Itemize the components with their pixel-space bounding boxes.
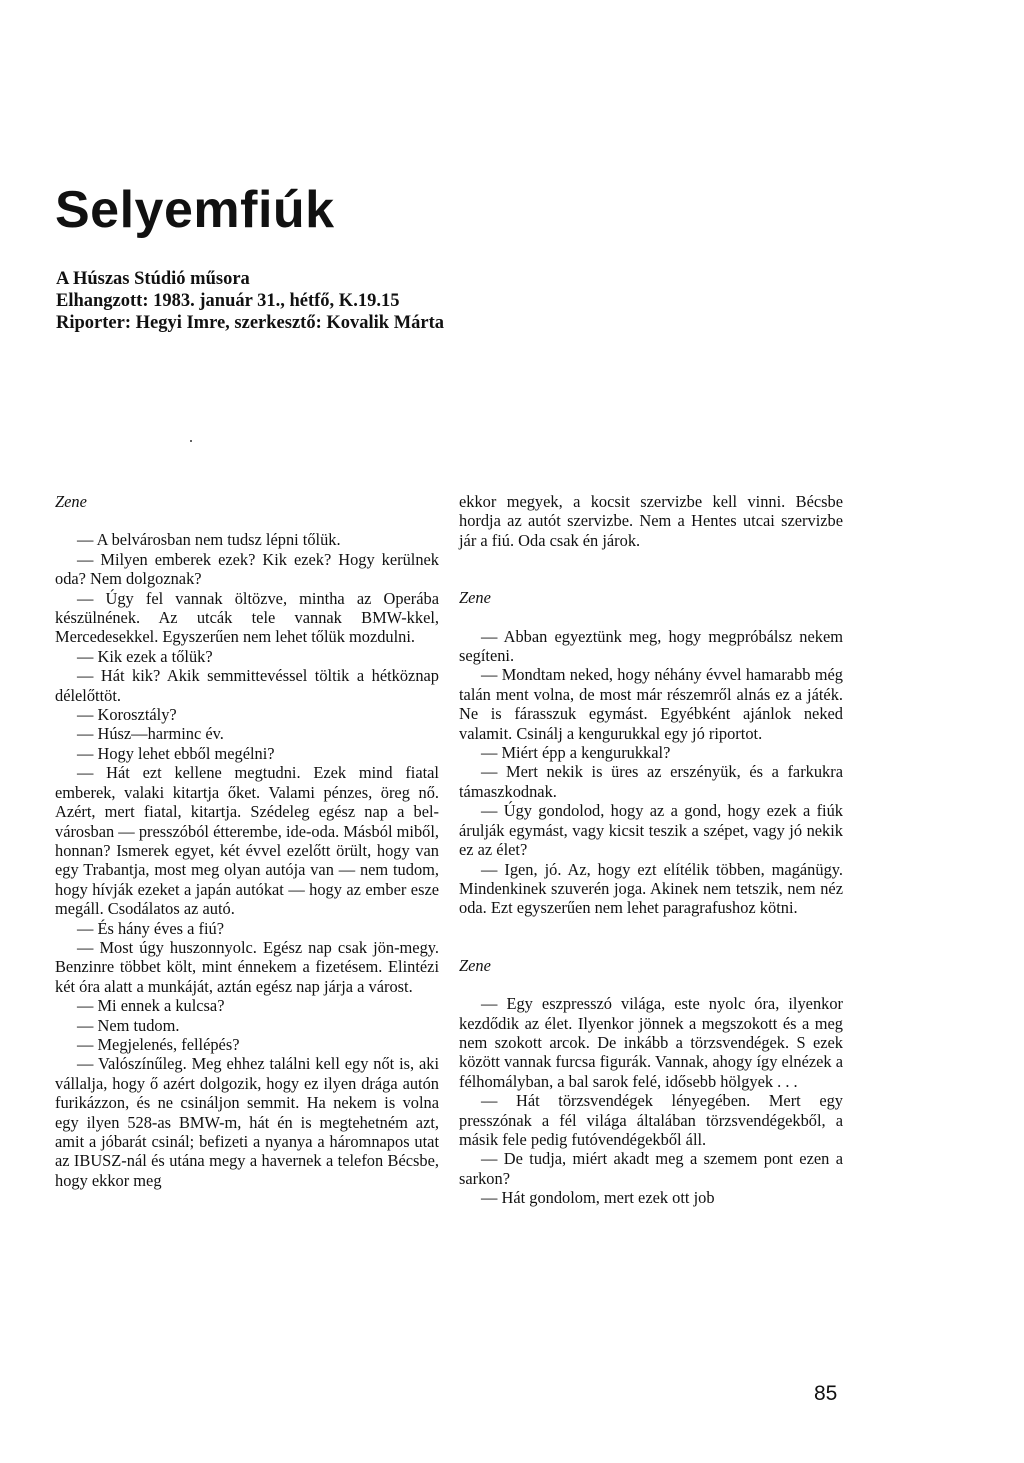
- dialogue-paragraph: — És hány éves a fiú?: [77, 918, 225, 938]
- continued-paragraph: ekkor megyek, a kocsit szervizbe kell vinni. Bécsbe hordja az autót szervizbe. Nem a Hentes utcai szervizbe jár a fiú. Oda csak én járok.: [459, 492, 843, 550]
- dialogue-paragraph: — Miért épp a kengurukkal?: [481, 743, 671, 763]
- left-column: [55, 492, 439, 1190]
- dialogue-paragraph: — A belvárosban nem tudsz lépni tőlük.: [77, 530, 341, 550]
- dialogue-paragraph: — Mert nekik is üres az erszényük, és a farkukra támaszkodnak.: [459, 762, 843, 801]
- music-cue: Zene: [459, 588, 491, 608]
- music-cue: Zene: [459, 955, 491, 975]
- dialogue-paragraph: — Hát törzsvendégek lényegében. Mert egy presszónak a fél világa általában törzsvendégekből, a másik fele pedig futóvendégekből áll.: [459, 1091, 843, 1149]
- dialogue-paragraph: — Úgy gondolod, hogy az a gond, hogy ezek a fiúk árulják egymást, vagy kicsit teszik a szépet, vagy jó nekik ez az élet?: [459, 801, 843, 860]
- dialogue-paragraph: — Korosztály?: [77, 705, 177, 725]
- dialogue-paragraph: — Mondtam neked, hogy néhány évvel hamarabb még talán ment volna, de most már részemről alnás ez a játék. Ne is fárasszuk egymást. Egyébként ajánlok neked valamit. Csinálj a kengurukkal egy jó riportot.: [459, 665, 843, 743]
- dialogue-paragraph: — Kik ezek a tőlük?: [77, 646, 213, 666]
- dialogue-paragraph: — De tudja, miért akadt meg a szemem pont ezen a sarkon?: [459, 1149, 843, 1188]
- dialogue-paragraph: — Hát ezt kellene megtudni. Ezek mind fiatal emberek, valaki kitartja őket. Valami pénzes, öreg nő. Azért, mert fiatal, kitartja. Szédeleg egész nap a belvárosban — presszóból étterembe, ide-oda. Másból miből, honnan? Ismerek egyet, két évvel ezelőtt örült, hogy van egy Trabantja, most meg olyan autója van — nem tudom, hogy hívják ezeket a japán autókat — hogy az ember esze megáll. Csodálatos az autó.: [55, 763, 439, 919]
- dialogue-paragraph: — Úgy fel vannak öltözve, mintha az Operába készülnének. Az utcák tele vannak BMW-kkel, Mercedesekkel. Egyszerűen nem lehet tőlük mozdulni.: [55, 588, 439, 647]
- dialogue-paragraph: — Nem tudom.: [77, 1015, 180, 1035]
- page-number: 85: [814, 1382, 838, 1405]
- broadcast-date-line: Elhangzott: 1983. január 31., hétfő, K.19.15: [56, 291, 400, 311]
- dialogue-paragraph: — Mi ennek a kulcsa?: [77, 996, 225, 1016]
- program-line: A Húszas Stúdió műsora: [56, 269, 250, 289]
- broadcast-info: [56, 268, 444, 334]
- article-title: Selyemfiúk: [55, 181, 335, 239]
- dialogue-paragraph: — Most úgy huszonnyolc. Egész nap csak jön-megy. Benzinre többet költ, mint énnekem a fizetésem. Elintézi két óra alatt a munkáját, aztán egész nap járja a várost.: [55, 937, 439, 996]
- dialogue-paragraph: — Megjelenés, fellépés?: [77, 1034, 240, 1054]
- dialogue-paragraph: — Hogy lehet ebből megélni?: [77, 743, 275, 763]
- dialogue-paragraph: — Hát gondolom, mert ezek ott job: [481, 1188, 715, 1208]
- dialogue-paragraph: — Egy eszpresszó világa, este nyolc óra, ilyenkor kezdődik az élet. Ilyenkor jönnek a megszokott és a meg nem szokott arcok. De inkább a törzsvendégek. S ezek között vannak furcsa figurák. Vannak, ahogy így elnézek a félhomályban, a bal sarok felé, idősebb hölgyek . . .: [459, 994, 843, 1091]
- dialogue-paragraph: — Valószínűleg. Meg ehhez találni kell egy nőt is, aki vállalja, hogy ő azért dolgozik, hogy ez ilyen drága autón furikázzon, és ne csináljon semmit. Ha nekem is volna egy ilyen 528-as BMW-m, hát én is megtehetném azt, amit a jóbarát csinál; befizeti a nyanya a háromnapos utat az IBUSZ-nál és utána megy a havernek a telefon Bécsbe, hogy ekkor meg: [55, 1054, 439, 1190]
- dialogue-paragraph: — Milyen emberek ezek? Kik ezek? Hogy kerülnek oda? Nem dolgoznak?: [55, 549, 439, 589]
- dialogue-paragraph: — Hát kik? Akik semmittevéssel töltik a hétköznap délelőttöt.: [55, 666, 439, 705]
- dialogue-paragraph: — Igen, jó. Az, hogy ezt elítélik többen, magánügy. Mindenkinek szuverén joga. Akinek nem tetszik, nem néz oda. Ezt egyszerűen nem lehet paragrafushoz kötni.: [459, 859, 843, 918]
- credits-line: Riporter: Hegyi Imre, szerkesztő: Kovalik Márta: [56, 313, 445, 333]
- music-cue: Zene: [55, 492, 87, 511]
- dialogue-paragraph: — Húsz—harminc év.: [77, 724, 224, 744]
- right-column: [459, 492, 843, 1208]
- dialogue-paragraph: — Abban egyeztünk meg, hogy megpróbálsz nekem segíteni.: [459, 626, 843, 666]
- stray-dot: [190, 440, 192, 442]
